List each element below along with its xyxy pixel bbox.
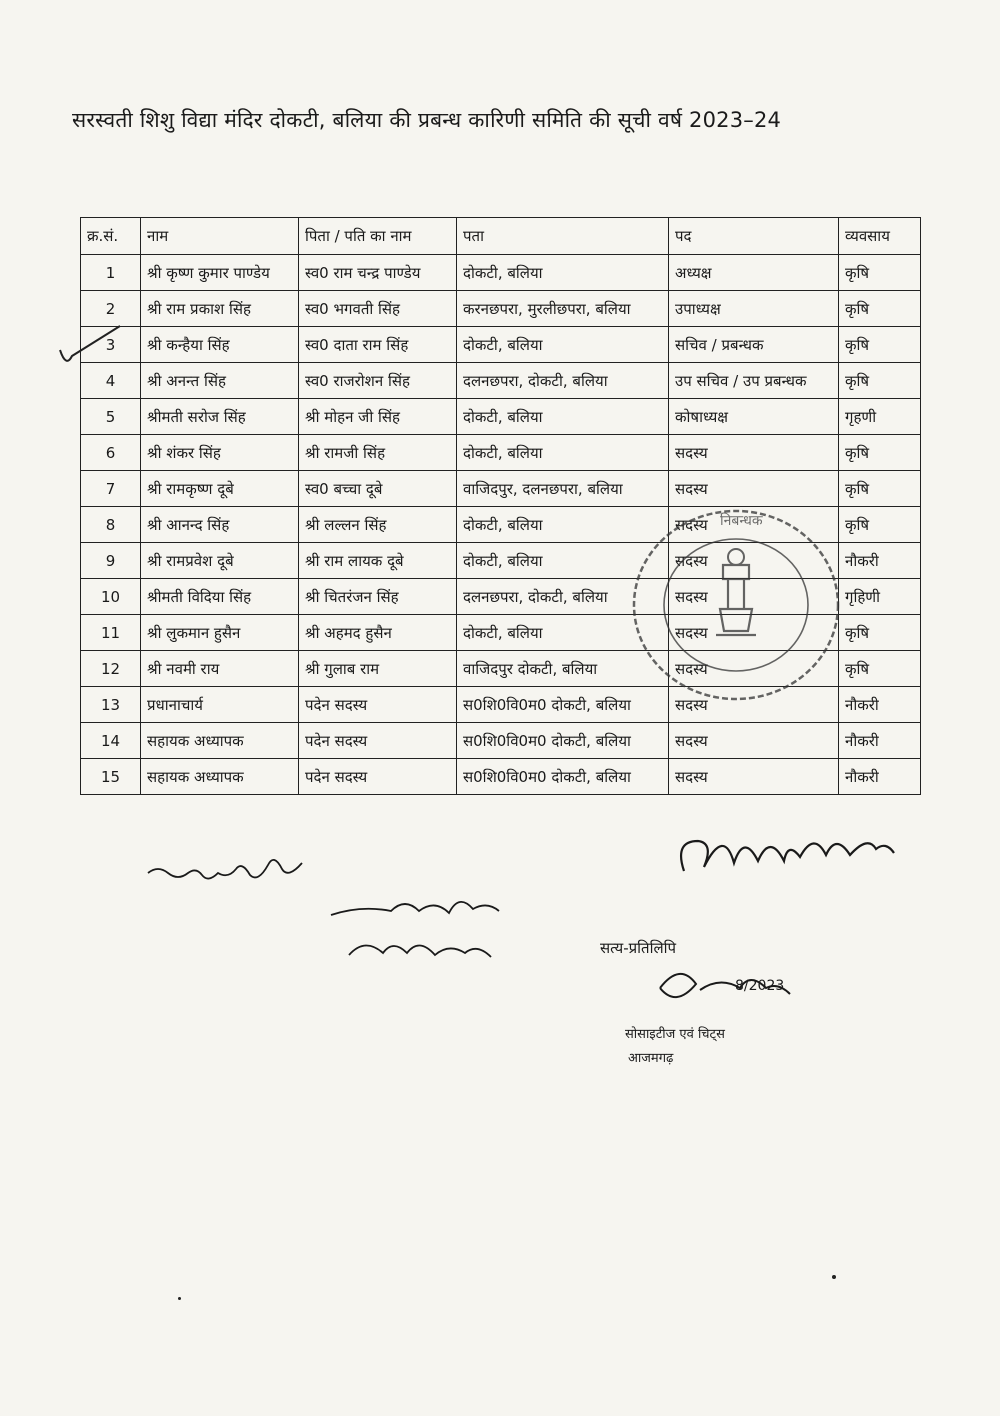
- cell-occupation: नौकरी: [839, 759, 921, 795]
- attestation-place: आजमगढ़: [628, 1051, 674, 1066]
- cell-name: श्री अनन्त सिंह: [141, 363, 299, 399]
- cell-occupation: कृषि: [839, 255, 921, 291]
- cell-parent-name: श्री चितरंजन सिंह: [299, 579, 457, 615]
- table-header-row: [81, 218, 921, 255]
- header-post: पद: [669, 218, 839, 255]
- cell-occupation: कृषि: [839, 615, 921, 651]
- cell-name: श्रीमती सरोज सिंह: [141, 399, 299, 435]
- cell-serial: 12: [81, 651, 141, 687]
- cell-address: दलनछपरा, दोकटी, बलिया: [457, 579, 669, 615]
- cell-parent-name: श्री राम लायक दूबे: [299, 543, 457, 579]
- cell-serial: 8: [81, 507, 141, 543]
- cell-post: सदस्य: [669, 615, 839, 651]
- cell-name: प्रधानाचार्य: [141, 687, 299, 723]
- cell-parent-name: श्री गुलाब राम: [299, 651, 457, 687]
- cell-serial: 6: [81, 435, 141, 471]
- cell-address: दोकटी, बलिया: [457, 327, 669, 363]
- cell-parent-name: श्री लल्लन सिंह: [299, 507, 457, 543]
- cell-parent-name: श्री मोहन जी सिंह: [299, 399, 457, 435]
- cell-serial: 14: [81, 723, 141, 759]
- cell-occupation: नौकरी: [839, 543, 921, 579]
- header-occupation: व्यवसाय: [839, 218, 921, 255]
- cell-serial: 13: [81, 687, 141, 723]
- cell-name: श्री कन्हैया सिंह: [141, 327, 299, 363]
- signature-2: [325, 885, 525, 975]
- cell-post: कोषाध्यक्ष: [669, 399, 839, 435]
- cell-occupation: गृहिणी: [839, 579, 921, 615]
- cell-address: वाजिदपुर दोकटी, बलिया: [457, 651, 669, 687]
- cell-occupation: कृषि: [839, 471, 921, 507]
- seal-text: निबन्धक: [720, 513, 763, 529]
- cell-parent-name: श्री रामजी सिंह: [299, 435, 457, 471]
- cell-serial: 10: [81, 579, 141, 615]
- cell-parent-name: स्व0 बच्चा दूबे: [299, 471, 457, 507]
- cell-name: सहायक अध्यापक: [141, 759, 299, 795]
- cell-address: दोकटी, बलिया: [457, 255, 669, 291]
- header-serial: क्र.सं.: [81, 218, 141, 255]
- attestation-date: 8/2023: [735, 978, 785, 994]
- cell-occupation: नौकरी: [839, 687, 921, 723]
- cell-parent-name: स्व0 राम चन्द्र पाण्डेय: [299, 255, 457, 291]
- cell-name: श्री कृष्ण कुमार पाण्डेय: [141, 255, 299, 291]
- cell-address: स0शि0वि0म0 दोकटी, बलिया: [457, 687, 669, 723]
- cell-parent-name: स्व0 भगवती सिंह: [299, 291, 457, 327]
- cell-name: श्री राम प्रकाश सिंह: [141, 291, 299, 327]
- cell-parent-name: स्व0 दाता राम सिंह: [299, 327, 457, 363]
- cell-name: श्री आनन्द सिंह: [141, 507, 299, 543]
- cell-address: दोकटी, बलिया: [457, 615, 669, 651]
- cell-serial: 1: [81, 255, 141, 291]
- cell-parent-name: पदेन सदस्य: [299, 687, 457, 723]
- stray-mark: [178, 1297, 181, 1300]
- cell-parent-name: स्व0 राजरोशन सिंह: [299, 363, 457, 399]
- cell-post: सदस्य: [669, 687, 839, 723]
- header-parent-name: पिता / पति का नाम: [299, 218, 457, 255]
- cell-post: सचिव / प्रबन्धक: [669, 327, 839, 363]
- cell-occupation: गृहणी: [839, 399, 921, 435]
- cell-name: श्री नवमी राय: [141, 651, 299, 687]
- header-address: पता: [457, 218, 669, 255]
- cell-address: स0शि0वि0म0 दोकटी, बलिया: [457, 759, 669, 795]
- cell-occupation: नौकरी: [839, 723, 921, 759]
- table-row: [81, 327, 921, 363]
- cell-post: सदस्य: [669, 435, 839, 471]
- table-row: [81, 399, 921, 435]
- cell-name: श्री लुकमान हुसैन: [141, 615, 299, 651]
- cell-serial: 2: [81, 291, 141, 327]
- cell-serial: 5: [81, 399, 141, 435]
- cell-name: श्री रामप्रवेश दूबे: [141, 543, 299, 579]
- cell-post: उपाध्यक्ष: [669, 291, 839, 327]
- cell-parent-name: पदेन सदस्य: [299, 723, 457, 759]
- cell-post: सदस्य: [669, 723, 839, 759]
- cell-serial: 15: [81, 759, 141, 795]
- table-row: [81, 255, 921, 291]
- cell-occupation: कृषि: [839, 291, 921, 327]
- table-row: [81, 363, 921, 399]
- signature-1: [140, 845, 320, 895]
- cell-address: दलनछपरा, दोकटी, बलिया: [457, 363, 669, 399]
- official-seal-stamp: [628, 505, 843, 705]
- cell-occupation: कृषि: [839, 435, 921, 471]
- cell-address: करनछपरा, मुरलीछपरा, बलिया: [457, 291, 669, 327]
- cell-post: सदस्य: [669, 759, 839, 795]
- cell-parent-name: श्री अहमद हुसैन: [299, 615, 457, 651]
- signature-3: [670, 815, 930, 895]
- cell-post: सदस्य: [669, 651, 839, 687]
- table-row: [81, 435, 921, 471]
- cell-address: दोकटी, बलिया: [457, 399, 669, 435]
- cell-name: श्री रामकृष्ण दूबे: [141, 471, 299, 507]
- document-title: सरस्वती शिशु विद्या मंदिर दोकटी, बलिया की प्रबन्ध कारिणी समिति की सूची वर्ष 2023–24: [72, 108, 782, 132]
- cell-post: उप सचिव / उप प्रबन्धक: [669, 363, 839, 399]
- cell-post: सदस्य: [669, 471, 839, 507]
- cell-post: सदस्य: [669, 543, 839, 579]
- table-row: [81, 723, 921, 759]
- cell-address: दोकटी, बलिया: [457, 507, 669, 543]
- table-row: [81, 291, 921, 327]
- cell-address: दोकटी, बलिया: [457, 435, 669, 471]
- cell-occupation: कृषि: [839, 507, 921, 543]
- cell-address: वाजिदपुर, दलनछपरा, बलिया: [457, 471, 669, 507]
- cell-address: स0शि0वि0म0 दोकटी, बलिया: [457, 723, 669, 759]
- cell-post: सदस्य: [669, 579, 839, 615]
- table-row: [81, 759, 921, 795]
- cell-parent-name: पदेन सदस्य: [299, 759, 457, 795]
- stray-mark: [832, 1275, 836, 1279]
- attestation-office: सोसाइटीज एवं चिट्स: [625, 1027, 725, 1042]
- table-row: [81, 471, 921, 507]
- cell-post: अध्यक्ष: [669, 255, 839, 291]
- cell-occupation: कृषि: [839, 363, 921, 399]
- attestation-heading: सत्य-प्रतिलिपि: [600, 939, 677, 957]
- cell-name: श्री शंकर सिंह: [141, 435, 299, 471]
- header-name: नाम: [141, 218, 299, 255]
- cell-post: सदस्य: [669, 507, 839, 543]
- cell-occupation: कृषि: [839, 651, 921, 687]
- cell-name: सहायक अध्यापक: [141, 723, 299, 759]
- cell-occupation: कृषि: [839, 327, 921, 363]
- cell-serial: 11: [81, 615, 141, 651]
- cell-serial: 9: [81, 543, 141, 579]
- cell-serial: 3: [81, 327, 141, 363]
- cell-serial: 7: [81, 471, 141, 507]
- cell-serial: 4: [81, 363, 141, 399]
- cell-name: श्रीमती विदिया सिंह: [141, 579, 299, 615]
- cell-address: दोकटी, बलिया: [457, 543, 669, 579]
